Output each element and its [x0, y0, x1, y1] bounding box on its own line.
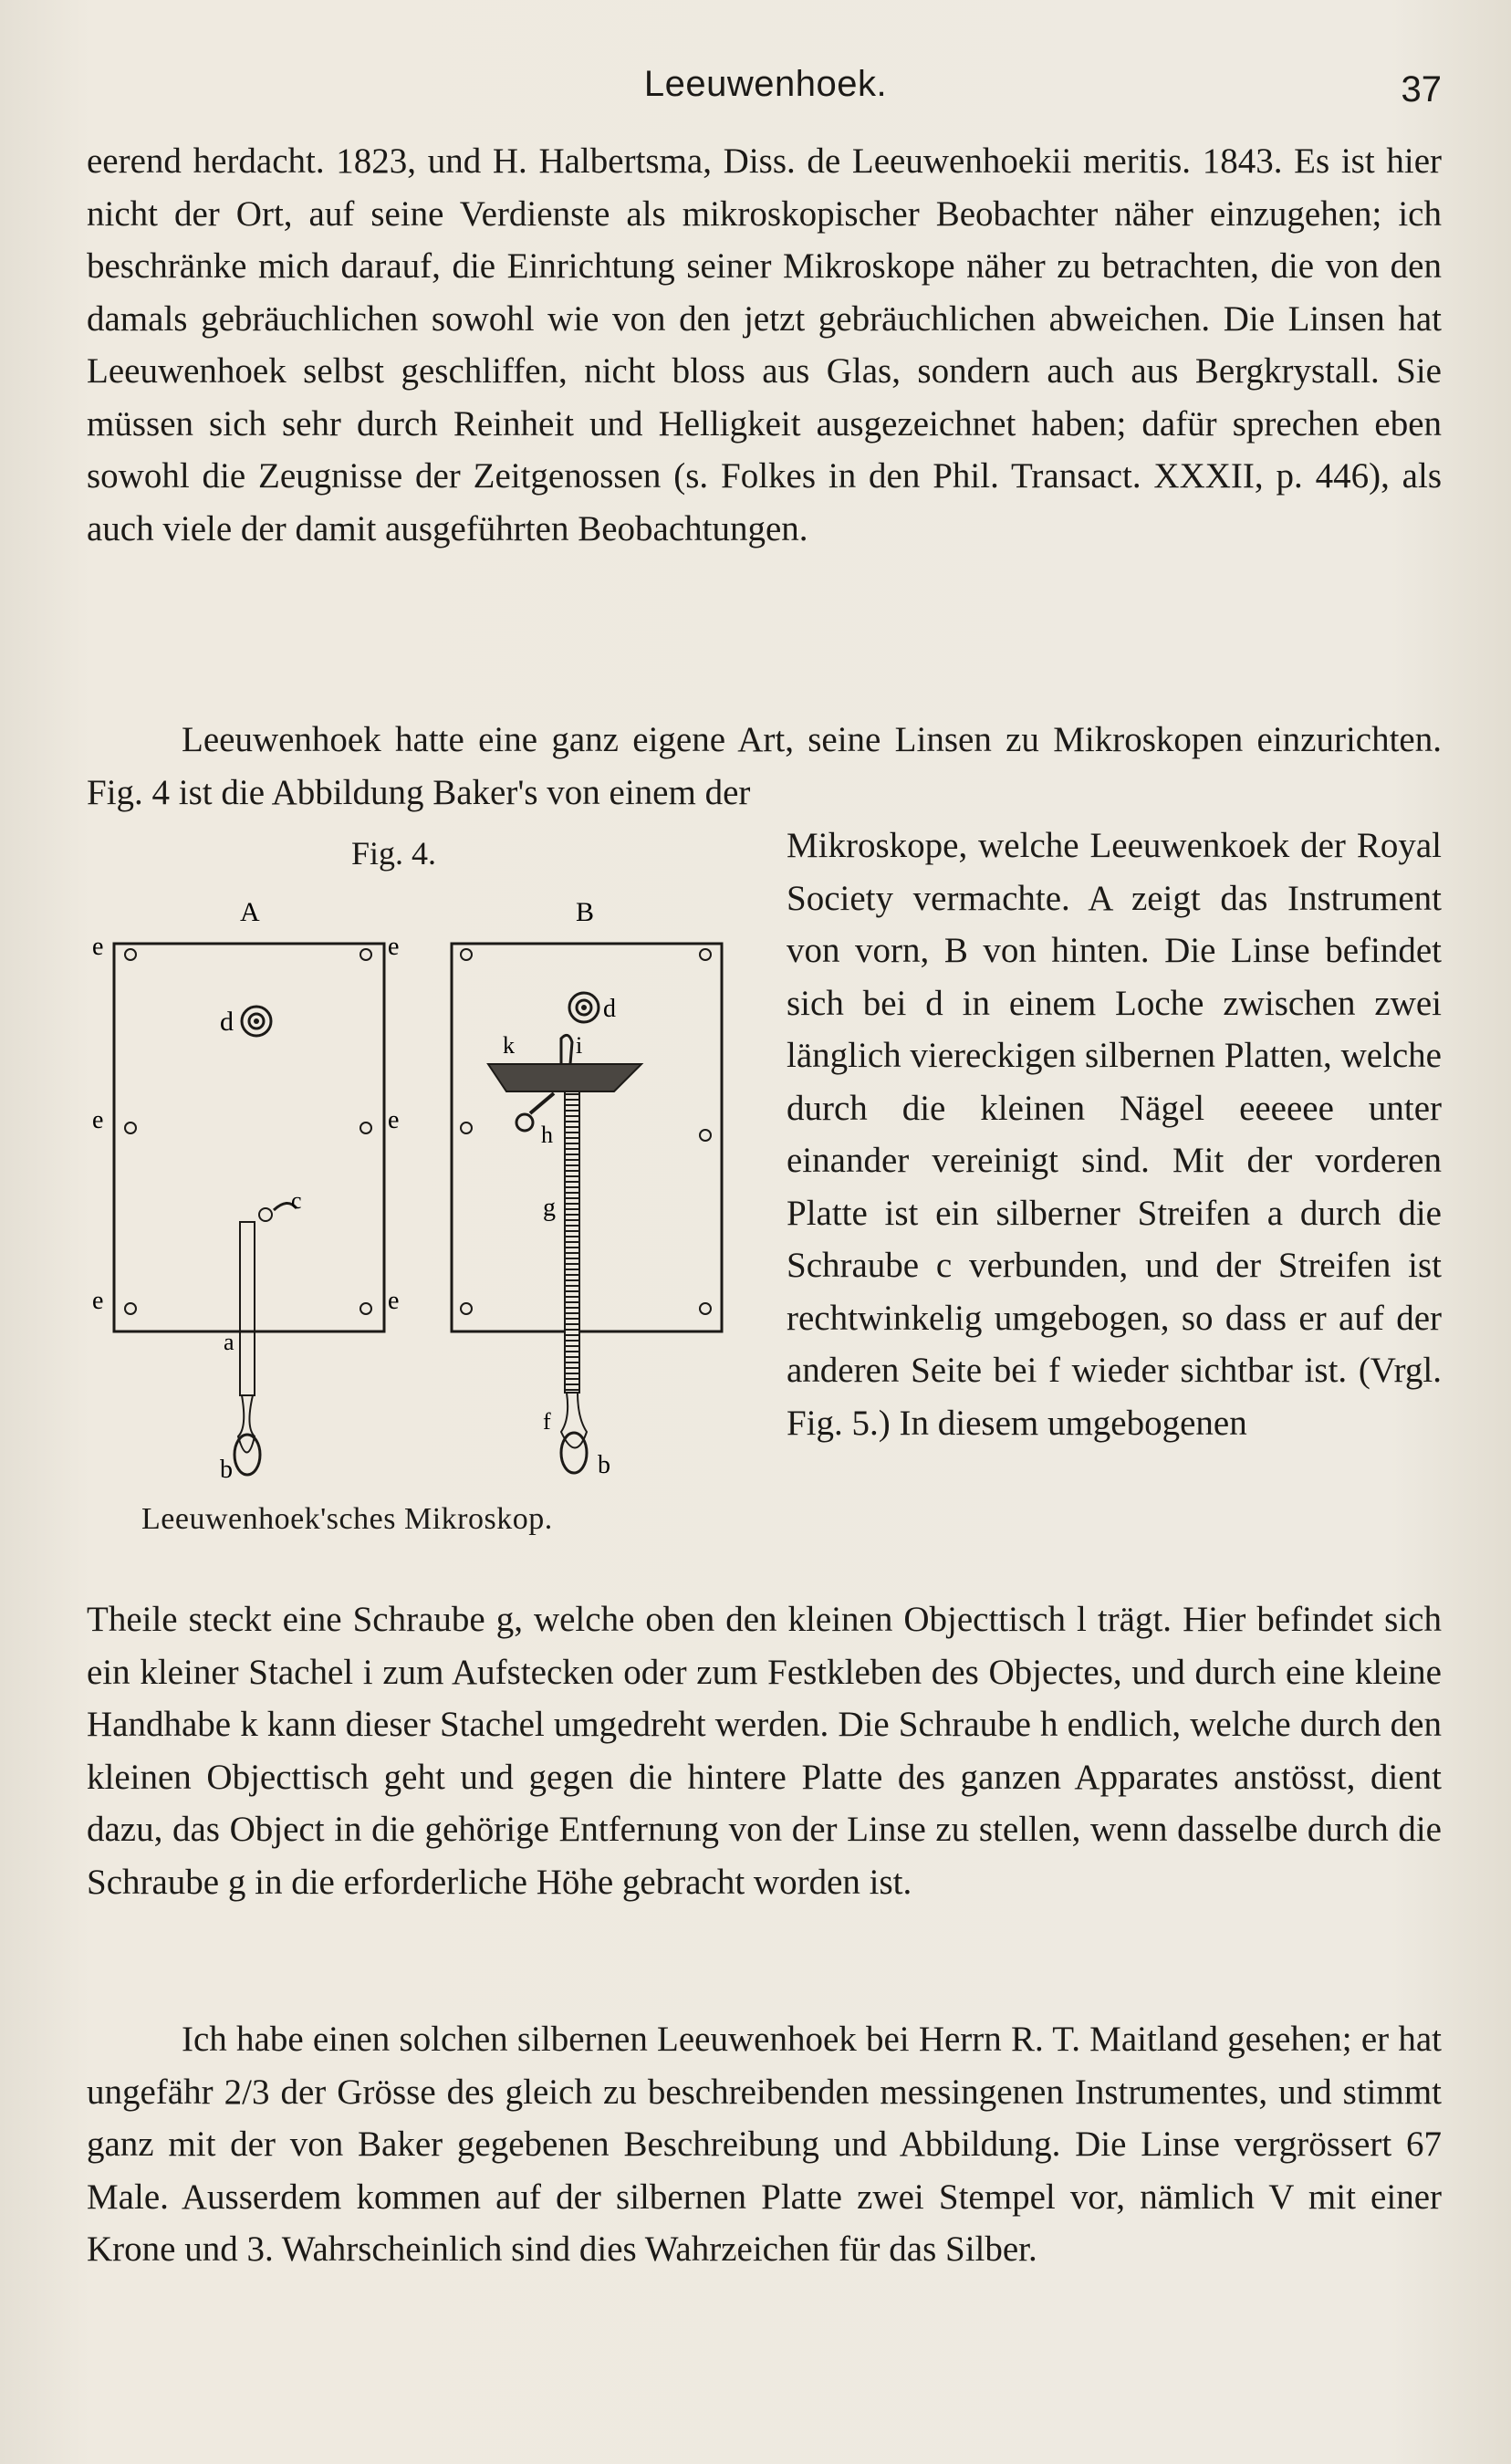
lens-back [569, 993, 616, 1023]
svg-text:d: d [603, 995, 616, 1023]
page-number: 37 [1401, 69, 1442, 110]
svg-text:d: d [220, 1007, 234, 1037]
paragraph-3 [87, 1593, 1442, 1908]
svg-text:e: e [388, 1287, 400, 1315]
lens-front [220, 1007, 271, 1037]
view-a-label: A [240, 897, 260, 927]
page-header [89, 64, 1442, 119]
front-plate [114, 944, 384, 1331]
svg-text:g: g [543, 1194, 556, 1222]
svg-text:b: b [220, 1456, 233, 1484]
svg-text:e: e [92, 1106, 104, 1134]
paragraph-3-text: Theile steckt eine Schraube g, welche oben den kleinen Objecttisch l trägt. Hier befindet sich ein kleiner Stachel i zum Aufstecken oder zum Festkleben des Objectes, und durch eine kleine Handhabe k kann dieser Stachel umgedreht werden. Die Schraube h endlich, welche durch den kleinen Objecttisch geht und gegen die hintere Platte des ganzen Apparates anstösst, dient dazu, das Object in die gehörige Entfernung von der Linse zu stellen, wenn dasselbe durch die Schraube g in die erforderliche Höhe gebracht worden ist. [87, 1600, 1442, 1902]
paragraph-2 [87, 714, 1442, 819]
running-title: Leeuwenhoek. [643, 64, 888, 104]
svg-text:e: e [92, 933, 104, 961]
svg-text:h: h [541, 1122, 553, 1148]
svg-text:f: f [543, 1408, 551, 1435]
paragraph-1 [87, 135, 1442, 555]
svg-text:e: e [388, 933, 400, 961]
svg-text:e: e [92, 1287, 104, 1315]
svg-text:c: c [291, 1187, 302, 1214]
paragraph-2-text: Leeuwenhoek hatte eine ganz eigene Art, seine Linsen zu Mikroskopen einzurichten. Fig. 4 ist die Abbildung Baker's von einem der [87, 720, 1442, 812]
paragraph-1-text: eerend herdacht. 1823, und H. Halbertsma, Diss. de Leeuwenhoekii meritis. 1843. Es ist hier nicht der Ort, auf seine Verdienste als mikroskopischer Beobachter näher einzugehen; ich beschränke mich darauf, die Einrichtung seiner Mikroskope näher zu betrachten, die von den damals gebräuchlichen sowohl wie von den jetzt gebräuchlichen abweichen. Die Linsen hat Leeuwenhoek selbst geschliffen, nicht bloss aus Glas, sondern auch aus Bergkrystall. Sie müssen sich sehr durch Reinheit und Helligkeit ausgezeichnet haben; dafür sprechen eben sowohl die Zeugnisse der Zeitgenossen (s. Folkes in den Phil. Transact. XXXII, p. 446), als auch viele der damit ausgeführten Beobachtungen. [87, 141, 1442, 548]
object-stage [488, 1032, 641, 1479]
microscope-illustration [87, 834, 744, 1500]
svg-text:b: b [598, 1451, 610, 1479]
figure-caption: Leeuwenhoek'sches Mikroskop. [141, 1502, 553, 1536]
paragraph-2-side [787, 820, 1442, 1449]
svg-text:i: i [576, 1032, 583, 1059]
rivets-back [461, 949, 711, 1314]
figure-label: Fig. 4. [351, 835, 437, 872]
paragraph-2-side-text: Mikroskope, welche Leeuwenkoek der Royal Society vermachte. A zeigt das Instrument von vorn, B von hinten. Die Linse befindet sich bei d in einem Loche zwischen zwei länglich viereckigen silbernen Platten, welche durch die kleinen Nägel eeeeee unter einander vereinigt sind. Mit der vorderen Platte ist ein silberner Streifen a durch die Schraube c verbunden, und der Streifen ist rechtwinkelig umgebogen, so dass er auf der anderen Seite bei f wieder sichtbar ist. (Vrgl. Fig. 5.) In diesem umgebogenen [787, 826, 1442, 1443]
labels-front-e [92, 933, 399, 1315]
view-b-label: B [576, 897, 595, 927]
paragraph-4 [87, 2013, 1442, 2276]
svg-text:a: a [224, 1329, 234, 1355]
paragraph-4-text: Ich habe einen solchen silbernen Leeuwenhoek bei Herrn R. T. Maitland gesehen; er hat ungefähr 2/3 der Grösse des gleich zu beschreibenden messingenen Instrumentes, und stimmt ganz mit der von Baker gegebenen Beschreibung und Abbildung. Die Linse vergrössert 67 Male. Ausserdem kommen auf der silbernen Platte zwei Stempel vor, nämlich V mit einer Krone und 3. Wahrscheinlich sind dies Wahrzeichen für das Silber. [87, 2020, 1442, 2269]
svg-text:k: k [503, 1032, 515, 1059]
figure-4 [87, 834, 744, 1548]
strip-a-front [220, 1187, 302, 1484]
rivets-front [125, 949, 371, 1314]
svg-text:e: e [388, 1106, 400, 1134]
